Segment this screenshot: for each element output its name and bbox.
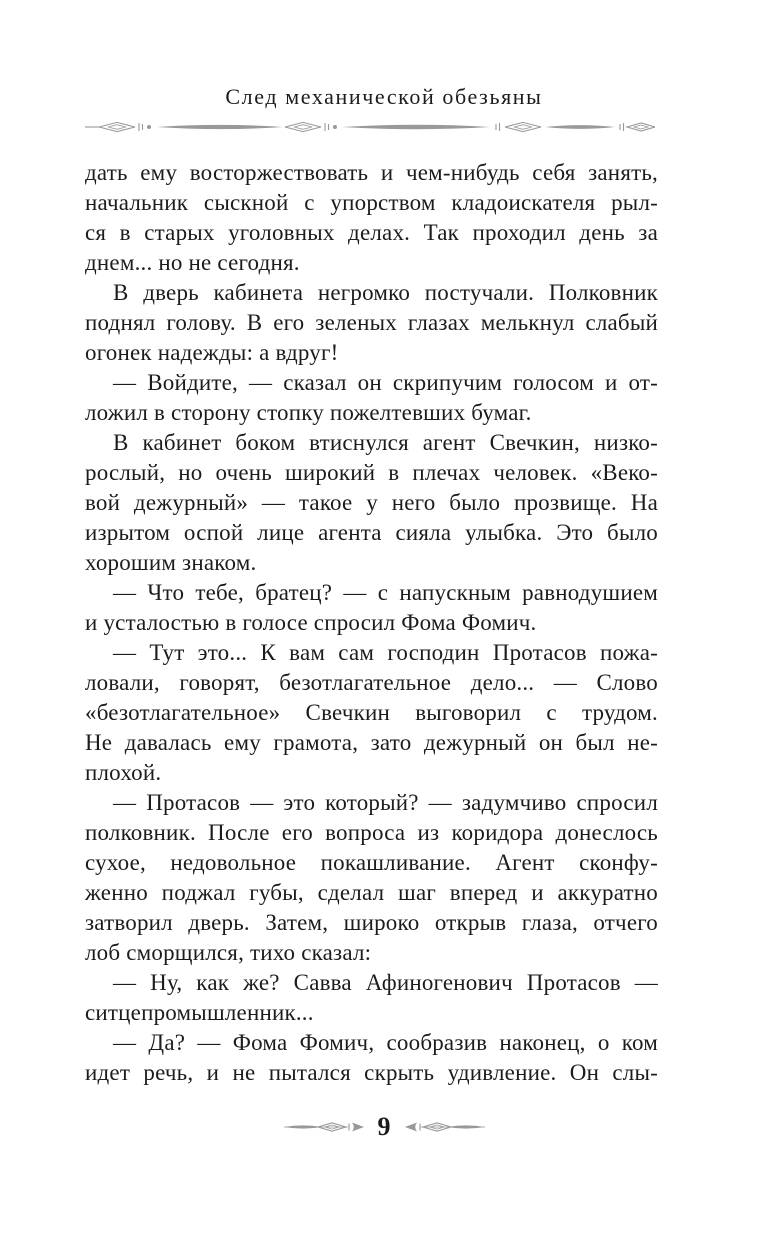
text-line: полковник. После его вопроса из коридора донеслось xyxy=(85,820,658,845)
ornamental-rule-icon xyxy=(85,118,655,136)
running-header-title: След механической обезьяны xyxy=(225,84,543,109)
paragraph xyxy=(85,158,658,278)
text-line: ситцепромышленник... xyxy=(85,1000,314,1025)
text-line: изрытом оспой лице агента сияла улыбка. Это было xyxy=(85,520,658,545)
text-line: женно поджал губы, сделал шаг вперед и аккуратно xyxy=(85,880,658,905)
paragraph xyxy=(85,278,658,368)
text-line: ложил в сторону стопку пожелтевших бумаг. xyxy=(85,400,532,425)
text-line: рослый, но очень широкий в плечах человек. «Веко- xyxy=(85,460,658,485)
text-line: «безотлагательное» Свечкин выговорил с трудом. xyxy=(85,700,658,725)
text-line: поднял голову. В его зеленых глазах мелькнул слабый xyxy=(85,310,658,335)
text-line: — Войдите, — сказал он скрипучим голосом и от- xyxy=(113,370,658,395)
text-line: идет речь, и не пытался скрыть удивление. Он слы- xyxy=(85,1060,658,1085)
page-footer xyxy=(0,1112,768,1142)
right-flourish-icon xyxy=(403,1119,487,1135)
paragraph xyxy=(85,638,658,788)
text-line: — Тут это... К вам сам господин Протасов пожа- xyxy=(113,640,658,665)
text-line: затворил дверь. Затем, широко открыв глаза, отчего xyxy=(85,910,658,935)
text-line: — Ну, как же? Савва Афиногенович Протасов — xyxy=(113,970,658,995)
paragraph xyxy=(85,428,658,578)
text-line: плохой. xyxy=(85,760,162,785)
text-line: ловали, говорят, безотлагательное дело... — Слово xyxy=(85,670,658,695)
text-line: — Да? — Фома Фомич, сообразив наконец, о ком xyxy=(113,1030,658,1055)
paragraph xyxy=(85,368,658,428)
text-line: днем... но не сегодня. xyxy=(85,250,300,275)
text-line: сухое, недовольное покашливание. Агент сконфу- xyxy=(85,850,658,875)
paragraph xyxy=(85,968,658,1028)
text-line: дать ему восторжествовать и чем-нибудь себя занять, xyxy=(85,160,658,185)
paragraph xyxy=(85,578,658,638)
text-line: Не давалась ему грамота, зато дежурный он был не- xyxy=(85,730,658,755)
paragraph xyxy=(85,1028,658,1088)
text-line: лоб сморщился, тихо сказал: xyxy=(85,940,372,965)
text-line: огонек надежды: а вдруг! xyxy=(85,340,339,365)
text-line: начальник сыскной с упорством кладоискателя рыл- xyxy=(85,190,658,215)
text-line: вой дежурный» — такое у него было прозвище. На xyxy=(85,490,658,515)
page-number: 9 xyxy=(377,1112,391,1141)
text-line: В кабинет боком втиснулся агент Свечкин, низко- xyxy=(113,430,658,455)
text-line: — Что тебе, братец? — с напускным равнодушием xyxy=(113,580,658,605)
left-flourish-icon xyxy=(282,1119,366,1135)
paragraph xyxy=(85,788,658,968)
text-line: и усталостью в голосе спросил Фома Фомич. xyxy=(85,610,537,635)
text-line: хорошим знаком. xyxy=(85,550,257,575)
text-line: В дверь кабинета негромко постучали. Полковник xyxy=(113,280,658,305)
text-line: — Протасов — это который? — задумчиво спросил xyxy=(113,790,658,815)
text-line: ся в старых уголовных делах. Так проходил день за xyxy=(85,220,658,245)
text-body xyxy=(85,158,658,1088)
